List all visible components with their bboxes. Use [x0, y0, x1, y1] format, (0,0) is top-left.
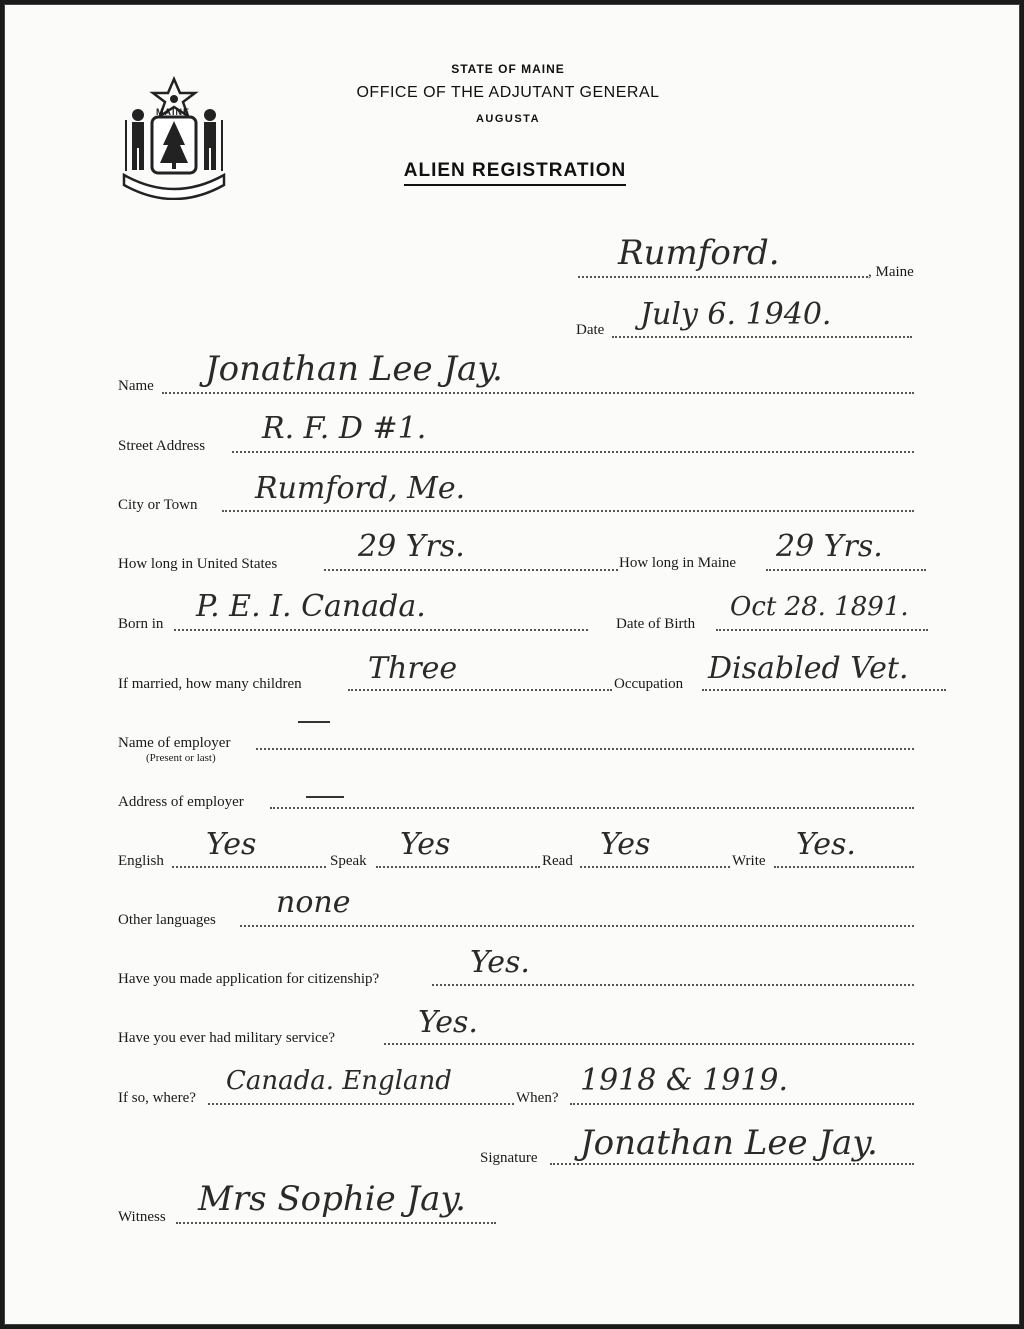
city-line	[222, 510, 914, 512]
citizenship-entry: Yes.	[470, 945, 530, 980]
name-line	[162, 392, 914, 394]
military-line	[384, 1043, 914, 1045]
other-languages-line	[240, 925, 914, 927]
english-entry: Yes	[206, 827, 257, 862]
write-label: Write	[732, 853, 766, 869]
years-maine-entry: 29 Yrs.	[776, 529, 883, 564]
form-title	[370, 160, 660, 182]
speak-line	[376, 866, 540, 868]
dob-line	[716, 629, 928, 631]
signature-label: Signature	[480, 1150, 538, 1166]
form-title-text: ALIEN REGISTRATION	[404, 160, 626, 186]
write-line	[774, 866, 914, 868]
place-suffix-label: , Maine	[868, 264, 914, 280]
witness-entry: Mrs Sophie Jay.	[198, 1179, 466, 1219]
born-in-label: Born in	[118, 616, 164, 632]
where-entry: Canada. England	[226, 1066, 452, 1096]
name-entry: Jonathan Lee Jay.	[205, 349, 503, 389]
children-line	[348, 689, 612, 691]
years-us-label: How long in United States	[118, 556, 278, 572]
employer-blank-dash	[298, 721, 330, 723]
other-languages-label: Other languages	[118, 912, 216, 928]
read-entry: Yes	[600, 827, 651, 862]
occupation-label: Occupation	[614, 676, 684, 692]
read-label: Read	[542, 853, 573, 869]
header-office: OFFICE OF THE ADJUTANT GENERAL	[356, 84, 660, 101]
name-label: Name	[118, 378, 154, 394]
years-maine-line	[766, 569, 926, 571]
date-line	[612, 336, 912, 338]
employer-sublabel: (Present or last)	[146, 752, 216, 764]
seal-banner-text: MAINE	[156, 107, 190, 117]
speak-label: Speak	[330, 853, 367, 869]
witness-line	[176, 1222, 496, 1224]
place-entry: Rumford.	[618, 233, 780, 273]
english-label: English	[118, 853, 164, 869]
street-label: Street Address	[118, 438, 206, 454]
children-label: If married, how many children	[118, 676, 302, 692]
other-languages-entry: none	[276, 885, 351, 920]
speak-entry: Yes	[400, 827, 451, 862]
when-entry: 1918 & 1919.	[580, 1063, 789, 1098]
city-label: City or Town	[118, 497, 198, 513]
occupation-entry: Disabled Vet.	[708, 651, 909, 686]
city-entry: Rumford, Me.	[255, 471, 466, 506]
military-label: Have you ever had military service?	[118, 1030, 335, 1046]
street-line	[232, 451, 914, 453]
years-maine-label: How long in Maine	[619, 555, 737, 571]
dob-label: Date of Birth	[616, 616, 696, 632]
military-entry: Yes.	[418, 1005, 478, 1040]
read-line	[580, 866, 730, 868]
employer-address-label: Address of employer	[118, 794, 244, 810]
occupation-line	[702, 689, 946, 691]
born-in-entry: P. E. I. Canada.	[196, 589, 426, 624]
street-entry: R. F. D #1.	[262, 411, 427, 446]
employer-label: Name of employer	[118, 735, 231, 751]
born-in-line	[174, 629, 588, 631]
children-entry: Three	[368, 651, 458, 686]
years-us-entry: 29 Yrs.	[358, 529, 465, 564]
date-label: Date	[576, 322, 605, 338]
write-entry: Yes.	[796, 827, 856, 862]
employer-address-blank-dash	[306, 796, 344, 798]
employer-address-line	[270, 807, 914, 809]
date-entry: July 6. 1940.	[640, 297, 832, 332]
where-label: If so, where?	[118, 1090, 196, 1106]
dob-entry: Oct 28. 1891.	[730, 592, 909, 622]
english-line	[172, 866, 326, 868]
employer-line	[256, 748, 914, 750]
when-line	[570, 1103, 914, 1105]
citizenship-line	[432, 984, 914, 986]
where-line	[208, 1103, 514, 1105]
signature-line	[550, 1163, 914, 1165]
header-state: STATE OF MAINE	[451, 62, 565, 76]
when-label: When?	[516, 1090, 559, 1106]
witness-label: Witness	[118, 1209, 166, 1225]
place-line	[578, 276, 868, 278]
citizenship-label: Have you made application for citizenship?	[118, 971, 380, 987]
years-us-line	[324, 569, 618, 571]
header-city: AUGUSTA	[475, 113, 541, 125]
signature-entry: Jonathan Lee Jay.	[580, 1123, 878, 1163]
